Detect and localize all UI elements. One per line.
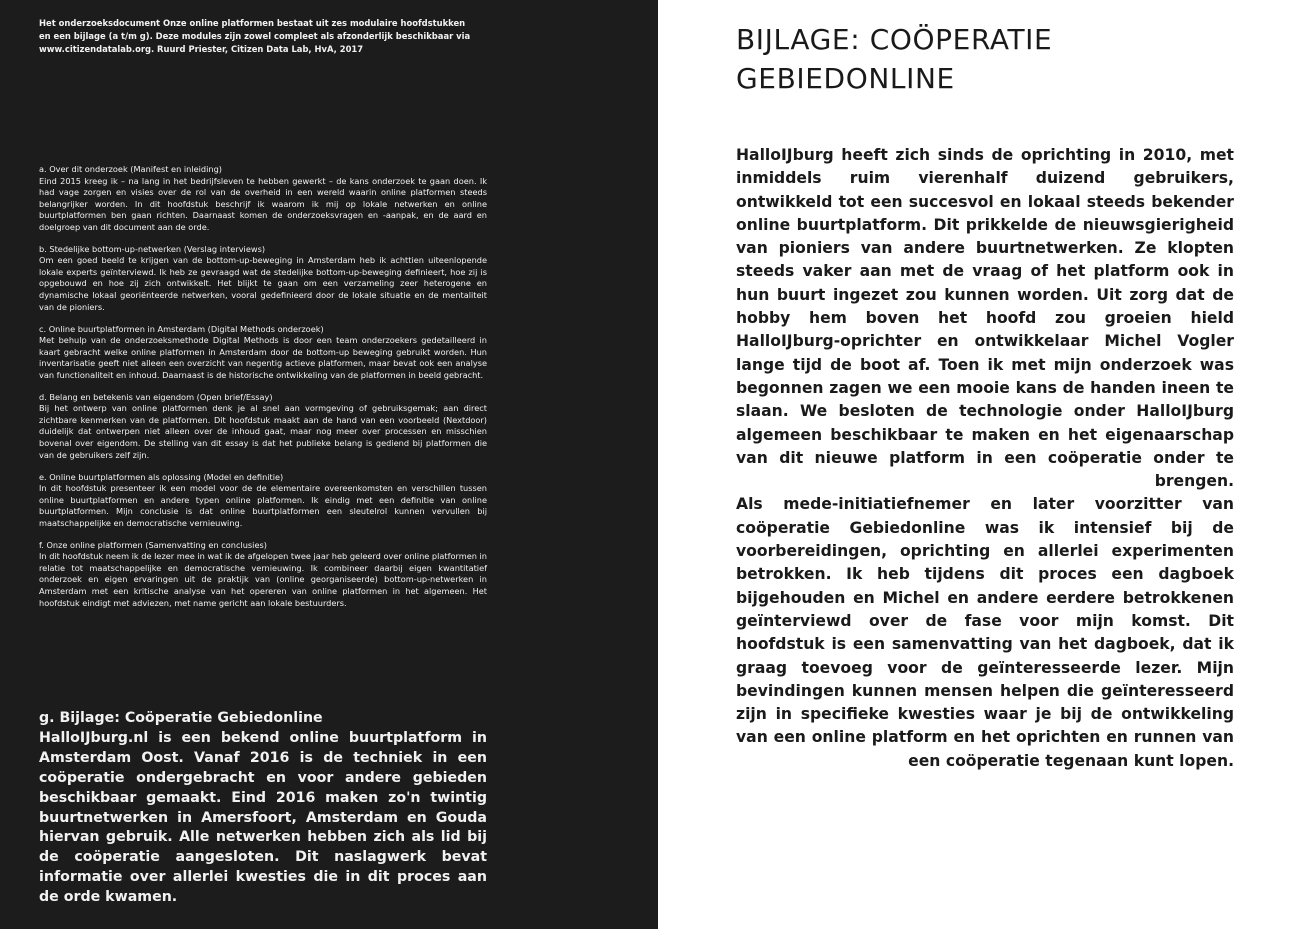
body-text <box>736 144 1234 773</box>
chapter-title: b. Stedelijke bottom-up-netwerken (Verslag interviews) <box>39 243 266 254</box>
chapter-title: d. Belang en betekenis van eigendom (Open brief/Essay) <box>39 391 273 402</box>
chapter-title: f. Onze online platformen (Samenvatting en conclusies) <box>39 539 267 550</box>
appendix-summary <box>39 709 487 908</box>
page-title-line-1: BIJLAGE: COÖPERATIE <box>736 23 1053 56</box>
body-paragraph: HalloIJburg heeft zich sinds de oprichting in 2010, met inmiddels ruim vierenhalf duizend gebruikers, ontwikkeld tot een succesvol en lokaal steeds bekender online buurtplatform. Dit prikkelde de nieuwsgierigheid van pioniers van andere buurtnetwerken. Ze klopten steeds vaker aan met de vraag of het platform ook in hun buurt ingezet zou kunnen worden. Uit zorg dat de hobby hem boven het hoofd zou groeien hield HalloIJburg-oprichter en ontwikkelaar Michel Vogler lange tijd de boot af. Toen ik met mijn onderzoek was begonnen zagen we een mooie kans de handen ineen te slaan. We besloten de technologie onder HalloIJburg algemeen beschikbaar te maken en het eigenaarschap van dit nieuwe platform in een coöperatie onder te brengen. <box>736 146 1234 491</box>
chapter-text: Bij het ontwerp van online platformen denk je al snel aan vormgeving of gebruiksgemak; aan direct zichtbare kenmerken van de platformen. Dit hoofdstuk maakt aan de hand van een voorbeeld (Nextdoor) duidelijk dat ontwerpen niet alleen over de inhoud gaat, maar nog meer over processen en misschien bovenal over eigendom. De stelling van dit essay is dat het publieke belang is gediend bij platformen die van de gebruikers zelf zijn. <box>39 403 487 460</box>
chapter-title: c. Online buurtplatformen in Amsterdam (Digital Methods onderzoek) <box>39 323 324 334</box>
chapter-text: Eind 2015 kreeg ik – na lang in het bedrijfsleven te hebben gewerkt – de kans onderzoek te gaan doen. Ik had vage zorgen en visies over de rol van de overheid in een wereld waarin online platformen steeds belangrijker worden. In dit hoofdstuk beschrijf ik waarom ik mij op lokale netwerken en online buurtplatformen ben gaan richten. Daarnaast komen de onderzoeksvragen en -aanpak, en de aard en doelgroep van dit document aan de orde. <box>39 175 487 232</box>
page-title <box>736 20 1276 98</box>
appendix-title: g. Bijlage: Coöperatie Gebiedonline <box>39 710 323 726</box>
chapter-title: a. Over dit onderzoek (Manifest en inleiding) <box>39 164 222 174</box>
chapter-d <box>39 392 487 461</box>
chapter-title: e. Online buurtplatformen als oplossing (Model en definitie) <box>39 471 284 482</box>
intro-text: Het onderzoeksdocument Onze online platformen bestaat uit zes modulaire hoofdstukken en een bijlage (a t/m g). Deze modules zijn zowel compleet als afzonderlijk beschikbaar via www.citizendatalab.org. Ruurd Priester, Citizen Data Lab, HvA, 2017 <box>39 18 471 54</box>
right-page <box>658 0 1313 929</box>
chapter-e <box>39 472 487 530</box>
chapter-list <box>39 164 487 620</box>
chapter-text: Met behulp van de onderzoeksmethode Digital Methods is door een team onderzoekers gedetailleerd in kaart gebracht welke online platformen in Amsterdam door de bottom-up beweging gebruikt worden. Hun inventarisatie geeft niet alleen een overzicht van negentig actieve platformen, maar bevat ook een analyse van functionaliteit en inhoud. Daarnaast is de historische ontwikkeling van de platformen in beeld gebracht. <box>39 335 487 380</box>
chapter-f <box>39 540 487 609</box>
chapter-c <box>39 324 487 382</box>
chapter-b <box>39 244 487 313</box>
body-paragraph: Als mede-initiatiefnemer en later voorzitter van coöperatie Gebiedonline was ik intensief bij de voorbereidingen, oprichting en allerlei experimenten betrokken. Ik heb tijdens dit proces een dagboek bijgehouden en Michel en andere eerdere betrokkenen geïnterviewd over de fase voor mijn komst. Dit hoofdstuk is een samenvatting van het dagboek, dat ik graag toevoeg voor de geïnteresseerde lezer. Mijn bevindingen kunnen mensen helpen die geïnteresseerd zijn in specifieke kwesties waar je bij de ontwikkeling van een online platform en het oprichten en runnen van een coöperatie tegenaan kunt lopen. <box>736 495 1234 770</box>
chapter-a <box>39 164 487 233</box>
page-title-line-2: GEBIEDONLINE <box>736 62 955 95</box>
chapter-text: In dit hoofdstuk neem ik de lezer mee in wat ik de afgelopen twee jaar heb geleerd over online platformen in relatie tot maatschappelijke en democratische vernieuwing. Ik combineer daarbij eigen kwantitatief onderzoek en eigen ervaringen uit de praktijk van (online georganiseerde) bottom-up-netwerken in Amsterdam met een kritische analyse van het opereren van online platformen in het algemeen. Het hoofdstuk eindigt met adviezen, met name gericht aan lokale bestuurders. <box>39 551 487 608</box>
chapter-text: In dit hoofdstuk presenteer ik een model voor de de elementaire overeenkomsten en verschillen tussen online buurtplatformen en andere typen online platformen. Ik eindig met een definitie van online buurtplatformen. Mijn conclusie is dat online buurtplatformen een sleutelrol kunnen vervullen bij maatschappelijke en democratische vernieuwing. <box>39 483 487 528</box>
chapter-text: Om een goed beeld te krijgen van de bottom-up-beweging in Amsterdam heb ik achttien uiteenlopende lokale experts geïnterviewd. Ik heb ze gevraagd wat de stedelijke bottom-up-beweging definieert, hoe zij is opgebouwd en hoe zij zich ontwikkelt. Het blijkt te gaan om een verzameling zeer heterogene en dynamische lokaal georiënteerde netwerken, vooral gedefinieerd door de lokale situatie en de mentaliteit van de pioniers. <box>39 255 487 312</box>
appendix-text: HalloIJburg.nl is een bekend online buurtplatform in Amsterdam Oost. Vanaf 2016 is de techniek in een coöperatie ondergebracht en voor andere gebieden beschikbaar gemaakt. Eind 2016 maken zo'n twintig buurtnetwerken in Amersfoort, Amsterdam en Gouda hiervan gebruik. Alle netwerken hebben zich als lid bij de coöperatie aangesloten. Dit naslagwerk bevat informatie over allerlei kwesties die in dit proces aan de orde kwamen. <box>39 729 487 906</box>
